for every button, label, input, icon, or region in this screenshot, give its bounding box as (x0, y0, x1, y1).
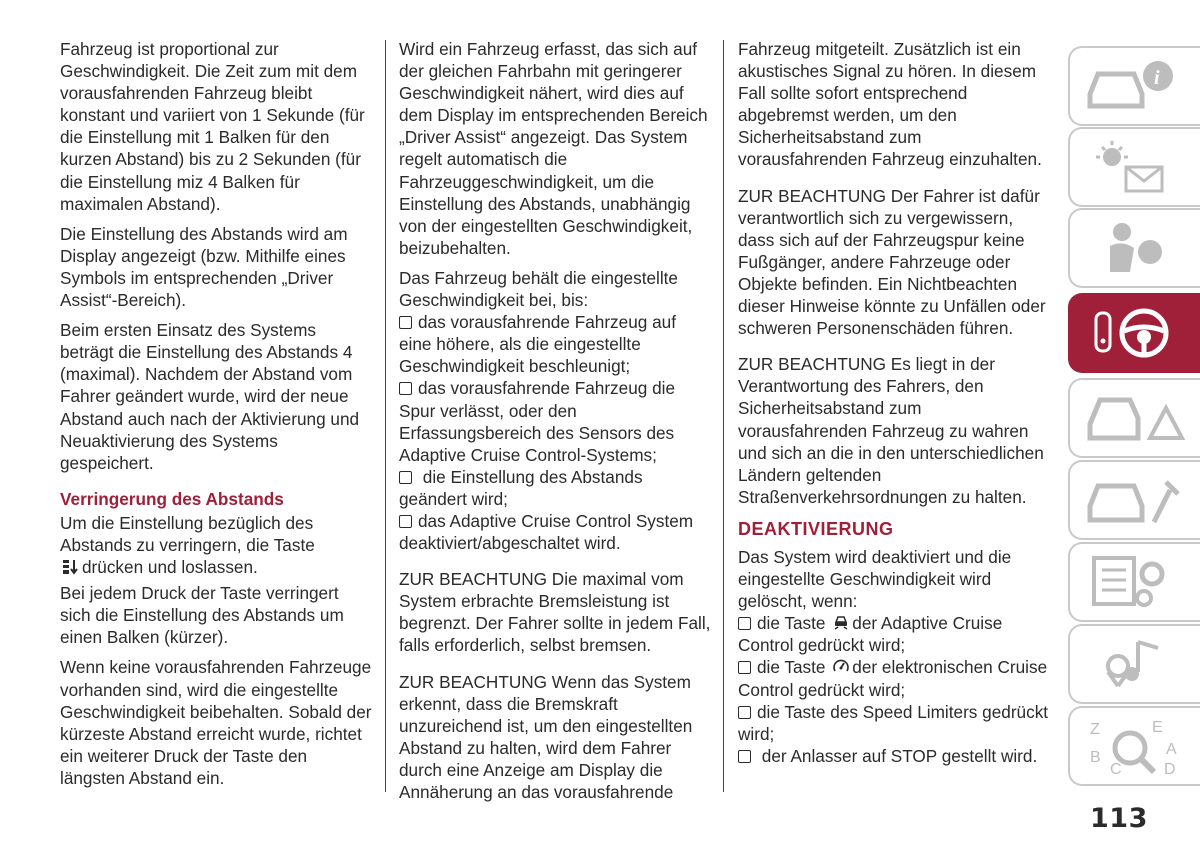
paragraph: Das Fahrzeug behält die eingestellte Geschwindigkeit bei, bis: das vorausfahrende Fahrzeug auf eine höhere, als die eingestellte Geschwindigkeit beschleunigt; das vorausfahrende Fahrzeug die Spur verlässt, oder den Erfassungsbereich des Sensors des Adaptive Cruise Control-Systems; die Einstellung des Abstands geändert wird; das Adaptive Cruise Control System deaktiviert/abgeschaltet wird. (399, 267, 711, 554)
tab-maintenance[interactable] (1068, 460, 1200, 540)
tab-technical-data[interactable] (1068, 542, 1200, 622)
list-item: der Anlasser auf STOP gestellt wird. (738, 745, 1050, 767)
list-item: das Adaptive Cruise Control System deaktiviert/abgeschaltet wird. (399, 510, 694, 554)
list-item: das vorausfahrende Fahrzeug auf eine höhere, als die eingestellte Geschwindigkeit beschleunigt; (399, 312, 676, 377)
maintenance-icon (1082, 470, 1192, 530)
paragraph: Wird ein Fahrzeug erfasst, das sich auf der gleichen Fahrbahn mit geringerer Geschwindigkeit nähert, wird dies auf dem Display im entsprechenden Bereich „Driver Assist“ angezeigt. Das System regelt automatisch die Fahrzeuggeschwindigkeit, um die Einstellung des Abstands, unabhängig von der eingestellten Geschwindigkeit, beizubehalten. (399, 39, 708, 258)
checkbox-bullet-icon (399, 515, 412, 528)
svg-text:Z: Z (1090, 721, 1100, 738)
steering-wheel-key-icon (1082, 303, 1192, 363)
section-subheading: Verringerung des Abstands (60, 488, 284, 509)
tab-index[interactable] (1068, 706, 1200, 786)
list-item: die Taste des Speed Limiters gedrückt wird; (738, 701, 1049, 744)
paragraph: Die Einstellung des Abstands wird am Display angezeigt (bzw. Mithilfe eines Symbols im entsprechenden „Driver Assist“-Bereich). (60, 223, 348, 311)
paragraph: Bei jedem Druck der Taste verringert sich die Einstellung des Abstands um einen Balken (kürzer). (60, 583, 344, 648)
adaptive-cruise-control-icon (832, 614, 850, 632)
warning-lights-icon (1082, 137, 1192, 197)
tab-starting-driving[interactable] (1068, 293, 1200, 373)
cruise-control-icon (832, 658, 850, 676)
text-column-2 (399, 38, 711, 811)
multimedia-icon (1082, 634, 1192, 694)
list-item: das vorausfahrende Fahrzeug die Spur verlässt, oder den Erfassungsbereich des Sensors des Adaptive Cruise Control-Systems; (399, 378, 676, 465)
paragraph: Fahrzeug ist proportional zur Geschwindigkeit. Die Zeit zum mit dem vorausfahrenden Fahrzeug bleibt konstant und variiert von 1 Sekunde (für die Einstellung mit 1 Balken für den kurzen Abstand) bis zu 2 Sekunden (für die Einstellung miz 4 Balken für maximalen Abstand). (60, 39, 365, 214)
paragraph: Das System wird deaktiviert und die eingestellte Geschwindigkeit wird gelöscht, wenn: die Taste der Adaptive Cruise Control gedrückt wird; die Taste der elektronischen Cruise Control gedrückt wird; die Taste des Speed Limiters gedrückt wird; der Anlasser auf STOP gestellt wird. (738, 546, 1049, 766)
checkbox-bullet-icon (738, 617, 751, 630)
safety-airbag-icon (1082, 218, 1192, 278)
list-item: die Taste der elektronischen Cruise Control gedrückt wird; (738, 657, 1048, 700)
list-item: die Taste der Adaptive Cruise Control gedrückt wird; (738, 613, 1003, 656)
checkbox-bullet-icon (399, 382, 412, 395)
svg-text:E: E (1152, 719, 1163, 736)
index-icon (1082, 716, 1192, 776)
tab-car-info[interactable] (1068, 46, 1200, 126)
tab-warning-lights[interactable] (1068, 127, 1200, 207)
checkbox-bullet-icon (738, 661, 751, 674)
note: ZUR BEACHTUNG Es liegt in der Verantwortung des Fahrers, den Sicherheitsabstand zum vorausfahrenden Fahrzeug zu wahren und sich an die in den unterschiedlichen Ländern geltenden Straßenverkehrsordnungen zu halten. (738, 354, 1044, 507)
svg-text:A: A (1166, 741, 1177, 758)
checkbox-bullet-icon (738, 706, 751, 719)
paragraph: Wenn keine vorausfahrenden Fahrzeuge vorhanden sind, wird die eingestellte Geschwindigkeit beibehalten. Sobald der kürzeste Abstand erreicht wurde, richtet ein weiterer Druck der Taste den längsten Abstand ein. (60, 657, 372, 788)
checkbox-bullet-icon (399, 471, 412, 484)
checkbox-bullet-icon (738, 750, 751, 763)
column-divider (723, 40, 724, 792)
technical-data-icon (1082, 552, 1192, 612)
page-number: 113 (1090, 803, 1148, 834)
car-info-icon (1082, 56, 1192, 116)
emergency-breakdown-icon (1082, 388, 1192, 448)
svg-text:C: C (1110, 761, 1122, 776)
paragraph: Beim ersten Einsatz des Systems beträgt die Einstellung des Abstands 4 (maximal). Nachdem der Abstand vom Fahrer geändert wurde, wird der neue Abstand auch nach der Aktivierung und Neuaktivierung des Systems gespeichert. (60, 320, 360, 473)
list-item: die Einstellung des Abstands geändert wird; (399, 466, 643, 509)
column-divider (385, 40, 386, 792)
tab-multimedia[interactable] (1068, 624, 1200, 704)
tab-emergency[interactable] (1068, 378, 1200, 458)
checkbox-bullet-icon (399, 316, 412, 329)
tab-safety[interactable] (1068, 208, 1200, 288)
text-column-3 (738, 38, 1050, 775)
paragraph: Um die Einstellung bezüglich des Abstands zu verringern, die Taste drücken und loslassen. (60, 512, 315, 578)
svg-text:D: D (1164, 761, 1176, 776)
paragraph: Fahrzeug mitgeteilt. Zusätzlich ist ein akustisches Signal zu hören. In diesem Fall sollte sofort entsprechend abgebremst werden, um den Sicherheitsabstand zum vorausfahrenden Fahrzeug einzuhalten. (738, 39, 1042, 170)
text-column-1 (60, 38, 372, 797)
svg-text:i: i (1154, 67, 1160, 89)
note: ZUR BEACHTUNG Die maximal vom System erbrachte Bremsleistung ist begrenzt. Der Fahrer sollte in jedem Fall, falls erforderlich, selbst bremsen. (399, 569, 711, 656)
note: ZUR BEACHTUNG Wenn das System erkennt, dass die Bremskraft unzureichend ist, um den eingestellten Abstand zu halten, wird dem Fahrer durch eine Anzeige am Display die Annäherung an das vorausfahrende (399, 671, 693, 802)
svg-text:B: B (1090, 749, 1101, 766)
section-heading: DEAKTIVIERUNG (738, 518, 894, 539)
distance-decrease-button-icon (62, 558, 80, 576)
note: ZUR BEACHTUNG Der Fahrer ist dafür verantwortlich sich zu vergewissern, dass sich auf der Fahrzeugspur keine Fußgänger, andere Fahrzeuge oder Objekte befinden. Ein Nichtbeachten dieser Hinweise könnte zu Unfällen oder schweren Personenschäden führen. (738, 185, 1046, 339)
